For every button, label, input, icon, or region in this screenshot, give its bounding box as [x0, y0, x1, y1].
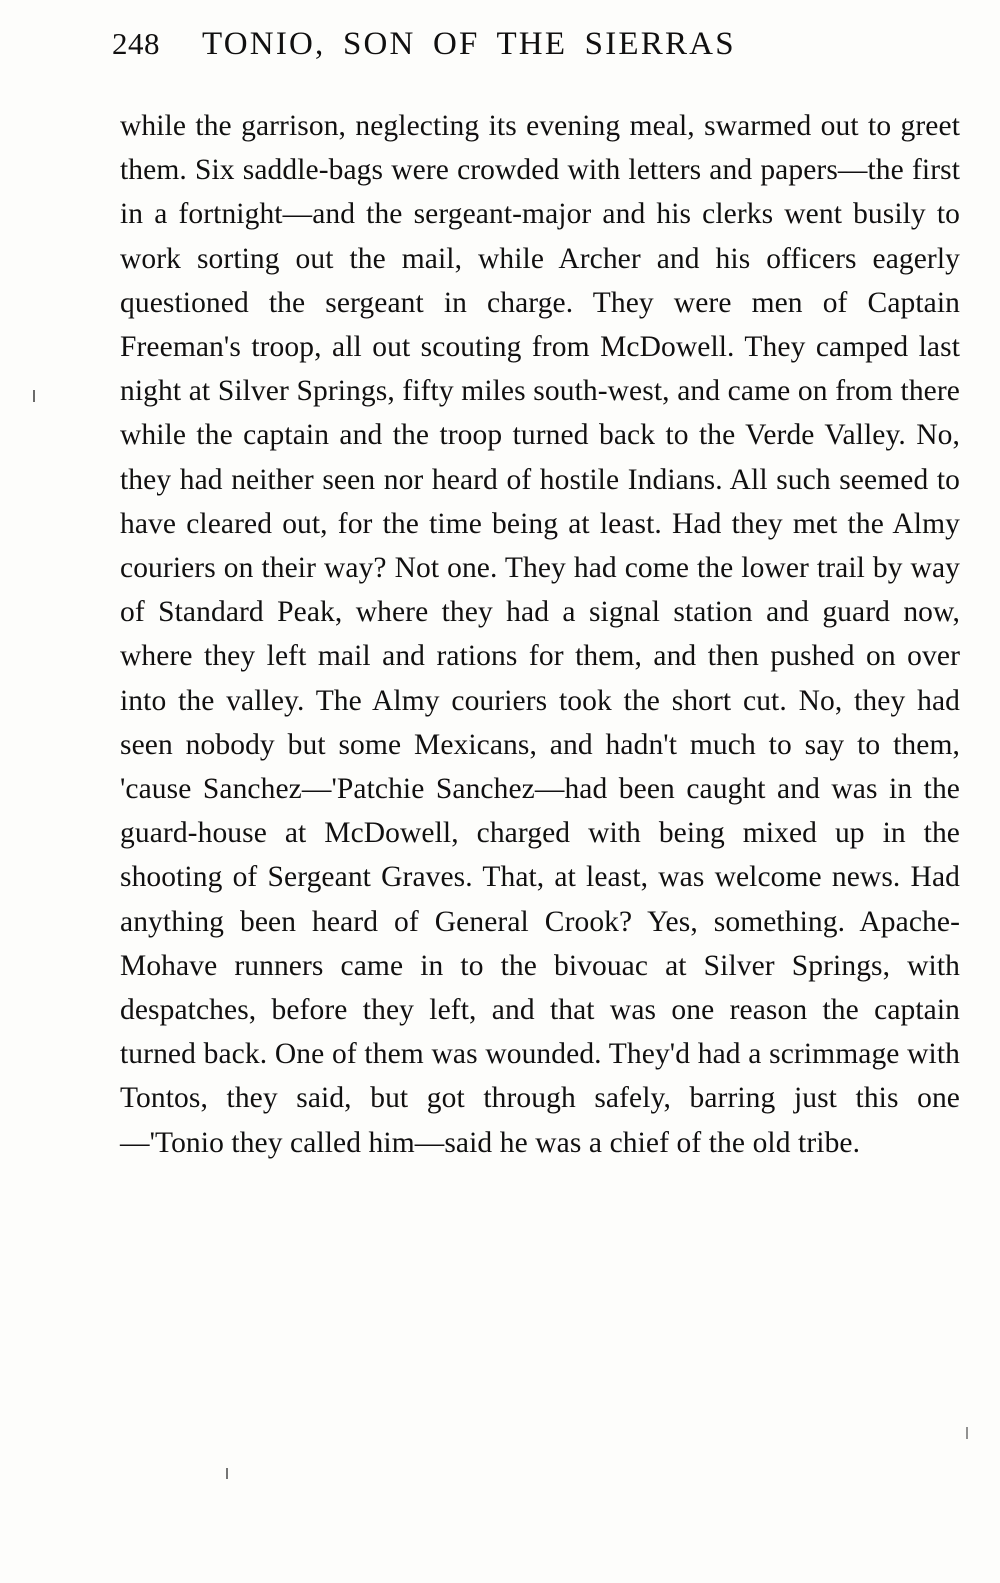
running-title: TONIO, SON OF THE SIERRAS [202, 26, 736, 62]
page-body [120, 104, 960, 1165]
page-number: 248 [112, 26, 160, 61]
margin-mark-bottom [226, 1468, 228, 1479]
body-paragraph: while the garrison, neglecting its evening meal, swarmed out to greet them. Six saddle-bags were crowded with letters and papers—the first in a fortnight—and the sergeant-major and his clerks went busily to work sorting out the mail, while Archer and his officers eagerly questioned the sergeant in charge. They were men of Captain Freeman's troop, all out scouting from McDowell. They camped last night at Silver Springs, fifty miles south-west, and came on from there while the captain and the troop turned back to the Verde Valley. No, they had neither seen nor heard of hostile Indians. All such seemed to have cleared out, for the time being at least. Had they met the Almy couriers on their way? Not one. They had come the lower trail by way of Standard Peak, where they had a signal station and guard now, where they left mail and rations for them, and then pushed on over into the valley. The Almy couriers took the short cut. No, they had seen nobody but some Mexicans, and hadn't much to say to them, 'cause Sanchez—'Patchie Sanchez—had been caught and was in the guard-house at McDowell, charged with being mixed up in the shooting of Sergeant Graves. That, at least, was welcome news. Had anything been heard of General Crook? Yes, something. Apache-Mohave runners came in to the bivouac at Silver Springs, with despatches, before they left, and that was one reason the captain turned back. One of them was wounded. They'd had a scrimmage with Tontos, they said, but got through safely, barring just this one —'Tonio they called him—said he was a chief of the old tribe. [120, 110, 960, 1159]
margin-mark-right [966, 1427, 968, 1439]
margin-mark-left [33, 390, 35, 402]
page-header [112, 26, 892, 63]
